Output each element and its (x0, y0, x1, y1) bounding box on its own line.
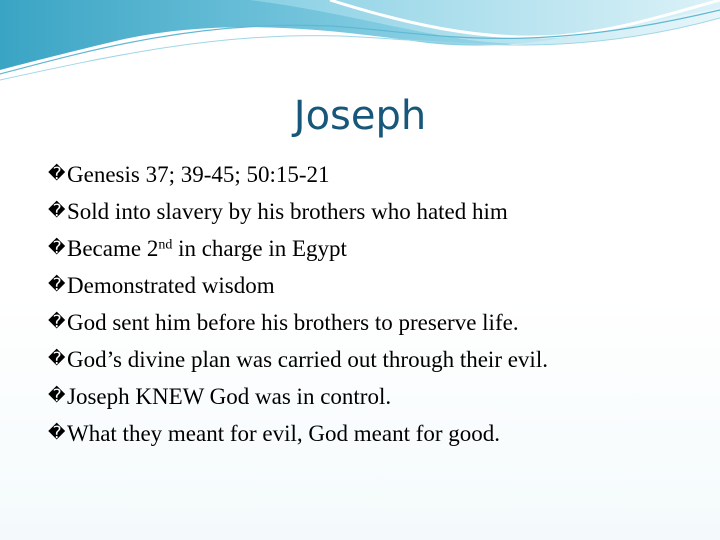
bullet-icon: � (48, 275, 66, 295)
bullet-icon: � (48, 386, 66, 406)
bullet-item (48, 230, 548, 267)
bullet-text: What they meant for evil, God meant for good. (67, 420, 501, 446)
bullet-item (48, 378, 548, 415)
bullet-item (48, 341, 548, 378)
bullet-item (48, 304, 548, 341)
bullet-text (67, 236, 347, 262)
bullet-icon: � (48, 349, 66, 369)
ordinal-superscript: nd (158, 236, 173, 252)
bullet-icon: � (48, 312, 66, 332)
bullet-text: Genesis 37; 39-45; 50:15-21 (67, 161, 330, 187)
bullet-list (48, 156, 548, 452)
bullet-text: God sent him before his brothers to preserve life. (67, 309, 519, 335)
bullet-item (48, 415, 548, 452)
bullet-item (48, 156, 548, 193)
bullet-icon: � (48, 423, 66, 443)
bullet-icon: � (48, 201, 66, 221)
slide-title: Joseph (293, 93, 427, 139)
bullet-item (48, 193, 548, 230)
bullet-text: Demonstrated wisdom (67, 272, 275, 298)
bullet-text-part: in charge in Egypt (172, 235, 347, 261)
bullet-item (48, 267, 548, 304)
bullet-text: Joseph KNEW God was in control. (67, 383, 392, 409)
bullet-text: Sold into slavery by his brothers who hated him (67, 198, 508, 224)
bullet-text-part: Became 2 (67, 235, 159, 261)
bullet-icon: � (48, 238, 66, 258)
bullet-text: God’s divine plan was carried out through their evil. (67, 346, 548, 372)
bullet-icon: � (48, 164, 66, 184)
decorative-wave-banner (0, 0, 720, 90)
